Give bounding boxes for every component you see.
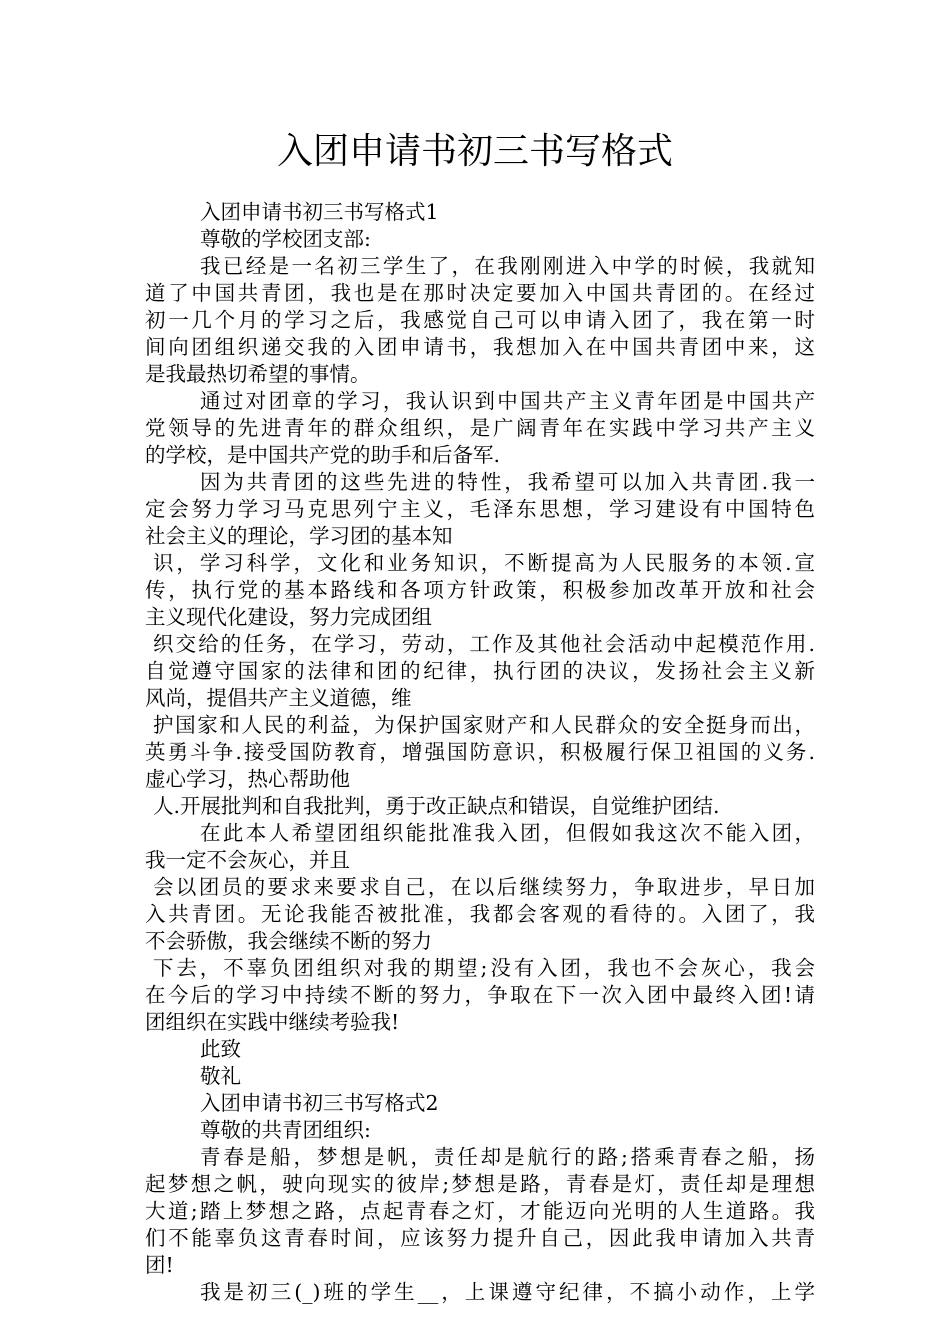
text-line: 不会骄傲，我会继续不断的努力 bbox=[145, 929, 432, 953]
text-line: 识，学习科学，文化和业务知识，不断提高为人民服务的本领.宣 bbox=[153, 551, 815, 575]
text-line: 风尚，提倡共产主义道德，维 bbox=[145, 686, 412, 710]
text-line: 间向团组织递交我的入团申请书，我想加入在中国共青团中来，这 bbox=[145, 335, 815, 359]
text-line: 的学校，是中国共产党的助手和后备军. bbox=[145, 443, 501, 467]
text-line: 自觉遵守国家的法律和团的纪律，执行团的决议，发扬社会主义新 bbox=[145, 659, 815, 683]
text-line: 我一定不会灰心，并且 bbox=[145, 848, 350, 872]
text-line: 青春是船，梦想是帆，责任却是航行的路;搭乘青春之船，扬 bbox=[200, 1145, 815, 1169]
text-line: 起梦想之帆，驶向现实的彼岸;梦想是路，青春是灯，责任却是理想 bbox=[145, 1172, 815, 1196]
text-line: 主义现代化建设，努力完成团组 bbox=[145, 605, 432, 629]
text-line: 定会努力学习马克思列宁主义，毛泽东思想，学习建设有中国特色 bbox=[145, 497, 815, 521]
text-line: 人.开展批判和自我批判，勇于改正缺点和错误，自觉维护团结. bbox=[153, 794, 720, 818]
text-line: 初一几个月的学习之后，我感觉自己可以申请入团了，我在第一时 bbox=[145, 308, 815, 332]
text-line: 下去，不辜负团组织对我的期望;没有入团，我也不会灰心，我会 bbox=[153, 956, 815, 980]
text-line: 社会主义的理论，学习团的基本知 bbox=[145, 524, 453, 548]
text-line: 我已经是一名初三学生了，在我刚刚进入中学的时候，我就知 bbox=[200, 254, 815, 278]
text-line: 在此本人希望团组织能批准我入团，但假如我这次不能入团， bbox=[200, 821, 815, 845]
text-line: 入团申请书初三书写格式1 bbox=[200, 200, 439, 224]
text-line: 我是初三(_)班的学生__，上课遵守纪律，不搞小动作，上学 bbox=[200, 1280, 815, 1304]
text-line: 尊敬的学校团支部: bbox=[200, 227, 371, 251]
text-line: 因为共青团的这些先进的特性，我希望可以加入共青团.我一 bbox=[200, 470, 815, 494]
text-line: 道了中国共青团，我也是在那时决定要加入中国共青团的。在经过 bbox=[145, 281, 815, 305]
text-line: 会以团员的要求来要求自己，在以后继续努力，争取进步，早日加 bbox=[153, 875, 815, 899]
text-line: 大道;踏上梦想之路，点起青春之灯，才能迈向光明的人生道路。我 bbox=[145, 1199, 815, 1223]
text-line: 团组织在实践中继续考验我! bbox=[145, 1010, 400, 1034]
text-line: 团! bbox=[145, 1253, 174, 1277]
document-body bbox=[145, 199, 815, 1306]
text-line: 敬礼 bbox=[200, 1064, 241, 1088]
text-line: 是我最热切希望的事情。 bbox=[145, 362, 371, 386]
text-line: 们不能辜负这青春时间，应该努力提升自己，因此我申请加入共青 bbox=[145, 1226, 815, 1250]
text-line: 传，执行党的基本路线和各项方针政策，积极参加改革开放和社会 bbox=[145, 578, 815, 602]
text-line: 虚心学习，热心帮助他 bbox=[145, 767, 350, 791]
text-line: 护国家和人民的利益，为保护国家财产和人民群众的安全挺身而出， bbox=[153, 713, 815, 737]
text-line: 织交给的任务，在学习，劳动，工作及其他社会活动中起模范作用. bbox=[153, 632, 815, 656]
text-line: 英勇斗争.接受国防教育，增强国防意识，积极履行保卫祖国的义务. bbox=[145, 740, 815, 764]
text-line: 通过对团章的学习，我认识到中国共产主义青年团是中国共产 bbox=[200, 389, 815, 413]
text-line: 尊敬的共青团组织: bbox=[200, 1118, 371, 1142]
text-line: 此致 bbox=[200, 1037, 241, 1061]
text-line: 入团申请书初三书写格式2 bbox=[200, 1091, 439, 1115]
text-line: 在今后的学习中持续不断的努力，争取在下一次入团中最终入团!请 bbox=[145, 983, 815, 1007]
text-line: 入共青团。无论我能否被批准，我都会客观的看待的。入团了，我 bbox=[145, 902, 815, 926]
text-line: 党领导的先进青年的群众组织，是广阔青年在实践中学习共产主义 bbox=[145, 416, 815, 440]
document-title: 入团申请书初三书写格式 bbox=[276, 131, 673, 172]
